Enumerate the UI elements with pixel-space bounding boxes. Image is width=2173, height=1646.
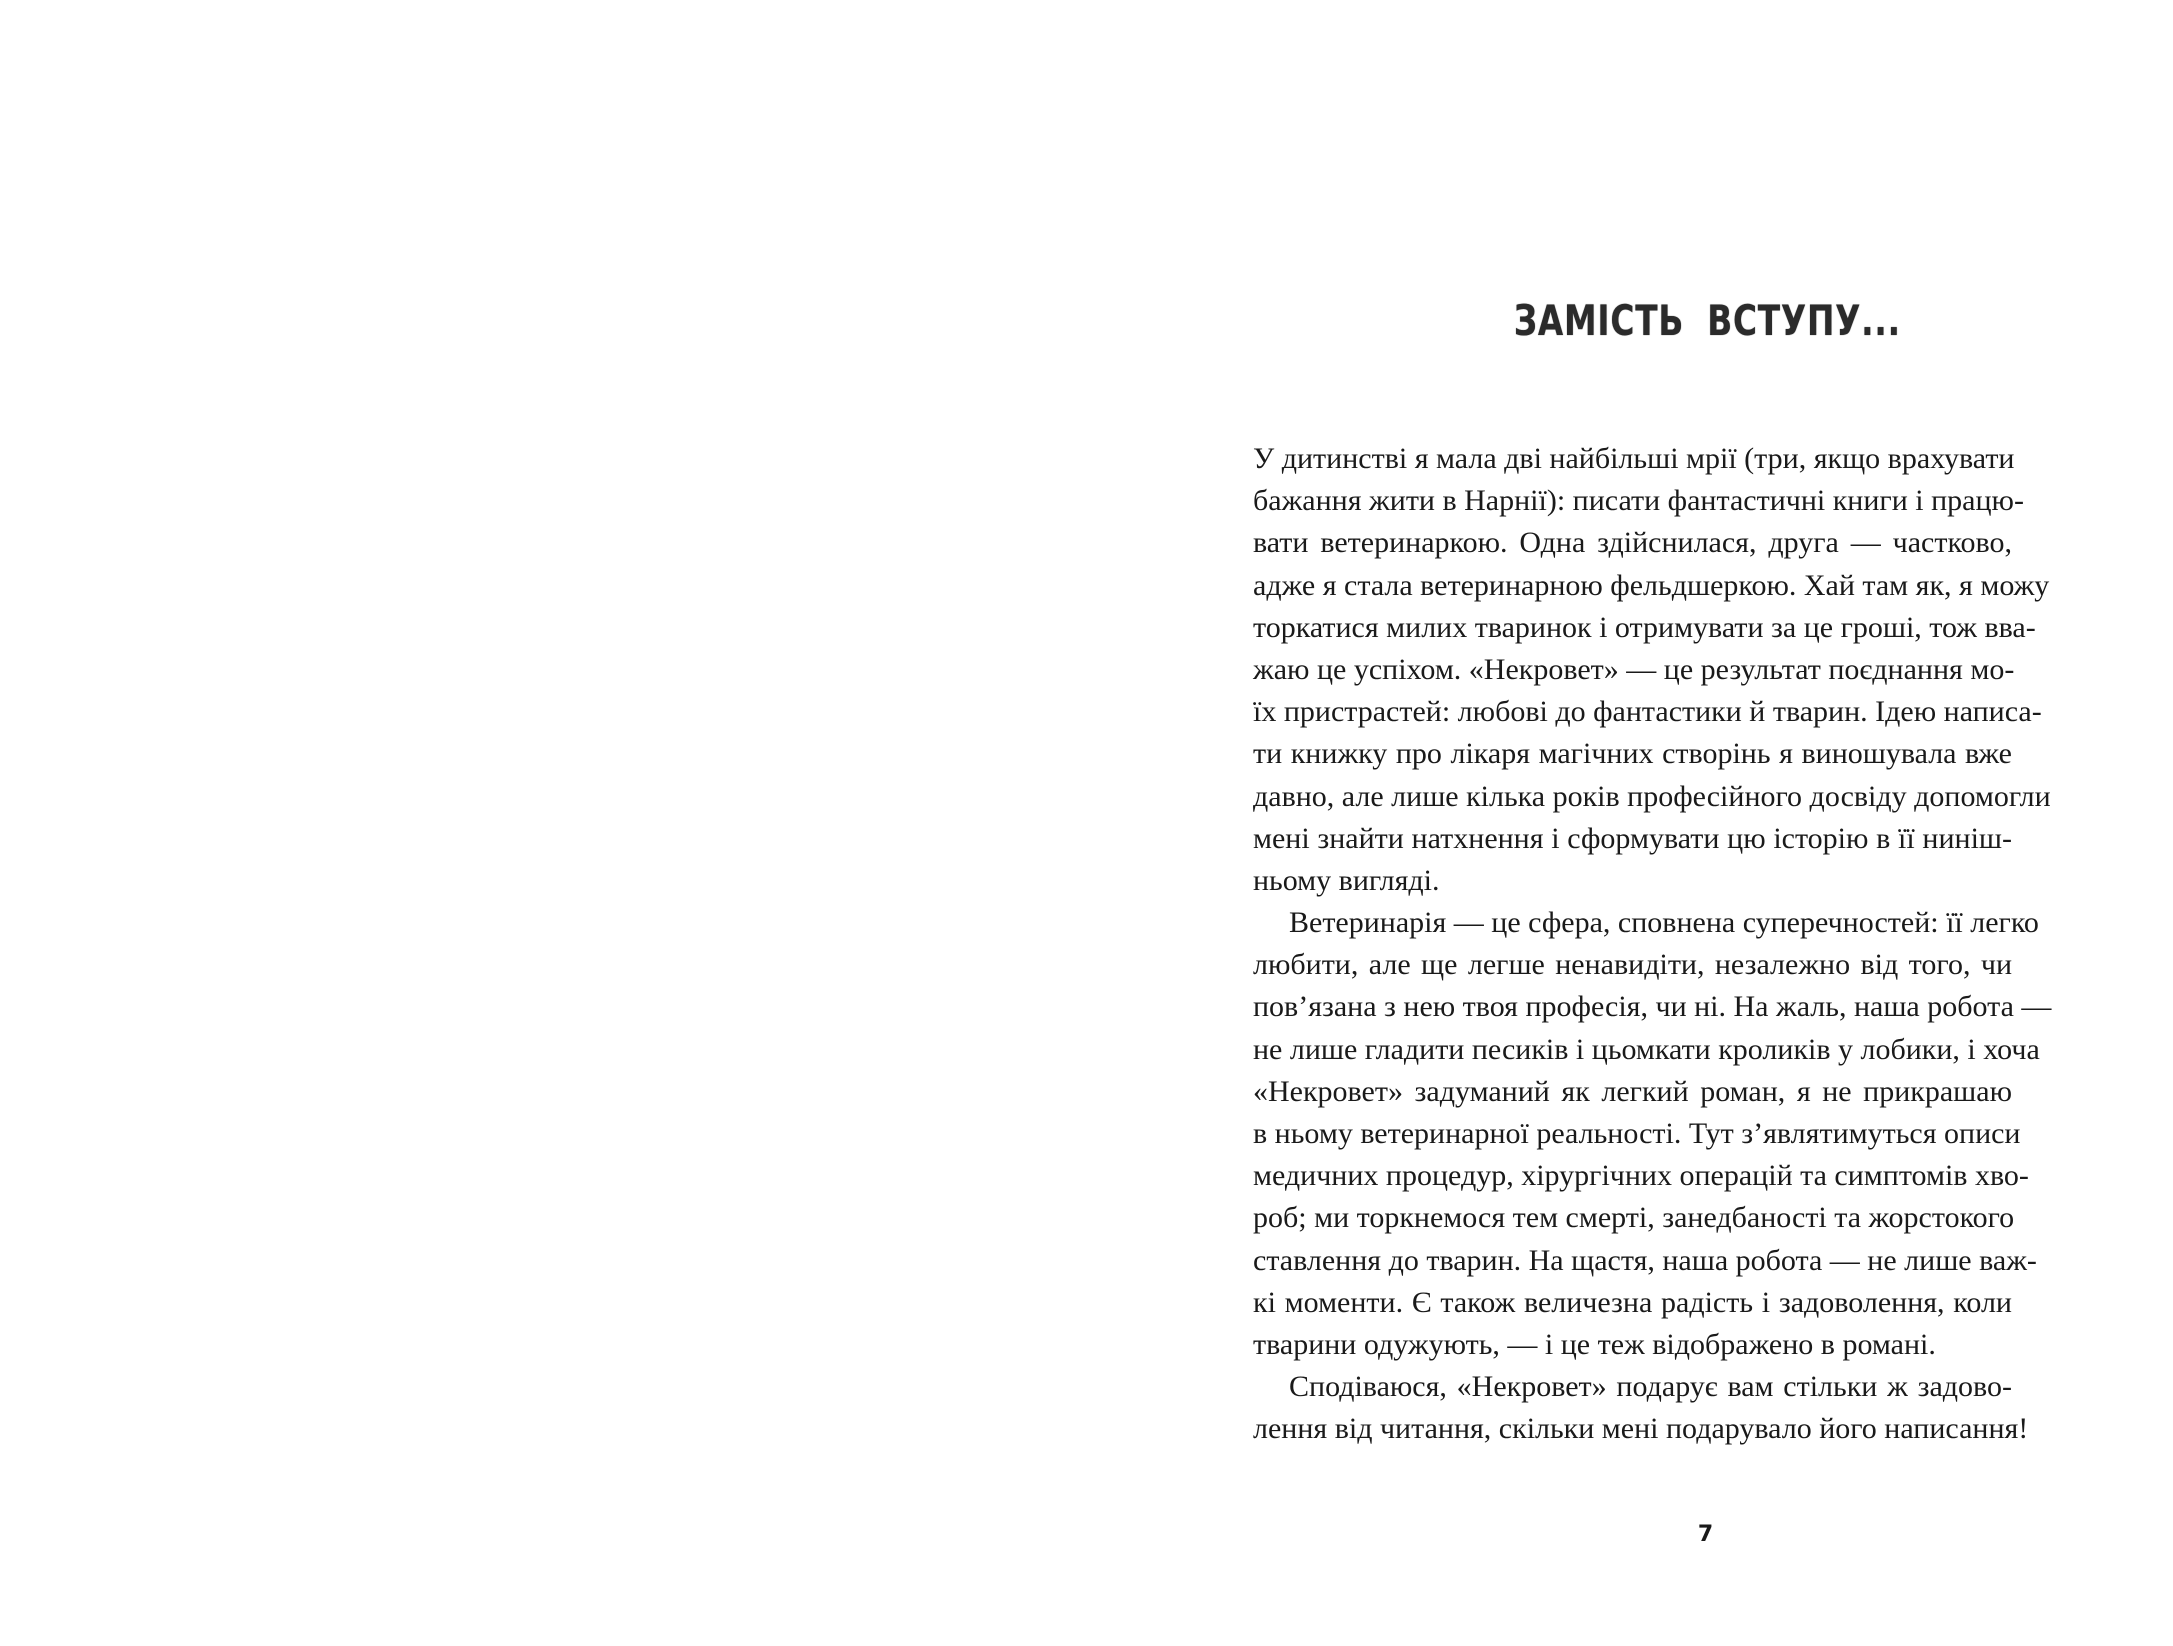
paragraph-2 (1253, 902, 2052, 1366)
text-line: давно, але лише кілька років професійного досвіду допомогли (1253, 779, 2051, 813)
text-line: лення від читання, скільки мені подарувало його написання! (1253, 1412, 2029, 1446)
text-line: пов’язана з нею твоя професія, чи ні. На жаль, наша робота — (1253, 990, 2052, 1024)
text-line: не лише гладити песиків і цьомкати кроликів у лобики, і хоча (1253, 1032, 2040, 1066)
text-line: медичних процедур, хірургічних операцій та симптомів хво- (1253, 1159, 2029, 1193)
text-line: їх пристрастей: любові до фантастики й тварин. Ідею написа- (1253, 695, 2042, 729)
text-line: ньому вигляді. (1253, 863, 1440, 897)
body-text (1253, 438, 2052, 1451)
text-line: в ньому ветеринарної реальності. Тут з’являтимуться описи (1253, 1117, 2021, 1150)
right-page (1086, 0, 2173, 1646)
text-line: мені знайти натхнення і сформувати цю історію в її ниніш- (1253, 821, 2012, 855)
text-line: торкатися милих тваринок і отримувати за це гроші, тож вва- (1253, 610, 2036, 644)
text-line: вати ветеринаркою. Одна здійснилася, друга — частково, (1253, 526, 2012, 560)
text-line: ставлення до тварин. На щастя, наша робота — не лише важ- (1253, 1243, 2037, 1277)
text-line: кі моменти. Є також величезна радість і задоволення, коли (1253, 1285, 2012, 1319)
paragraph-3 (1253, 1366, 2029, 1450)
text-line: бажання жити в Нарнії): писати фантастичні книги і працю- (1253, 484, 2024, 518)
chapter-title: ЗАМІСТЬ ВСТУПУ... (1513, 296, 1901, 345)
text-line: «Некровет» задуманий як легкий роман, я не прикрашаю (1253, 1074, 2012, 1108)
text-line: тварини одужують, — і це теж відображено в романі. (1253, 1327, 1936, 1361)
text-line: жаю це успіхом. «Некровет» — це результат поєднання мо- (1253, 652, 2015, 686)
text-line: ти книжку про лікаря магічних створінь я виношувала вже (1253, 737, 2012, 771)
text-line: Ветеринарія — це сфера, сповнена суперечностей: її легко (1289, 906, 2039, 940)
page-number: 7 (1697, 1522, 1714, 1547)
text-line: любити, але ще легше ненавидіти, незалежно від того, чи (1253, 948, 2012, 982)
text-line: роб; ми торкнемося тем смерті, занедбаності та жорстокого (1253, 1201, 2015, 1235)
text-line: Сподіваюся, «Некровет» подарує вам стільки ж задово- (1289, 1370, 2012, 1404)
text-line: У дитинстві я мала дві найбільші мрії (три, якщо врахувати (1253, 442, 2015, 475)
text-line: адже я стала ветеринарною фельдшеркою. Хай там як, я можу (1253, 568, 2050, 602)
left-page-blank (0, 0, 1086, 1646)
paragraph-1 (1253, 438, 2051, 902)
